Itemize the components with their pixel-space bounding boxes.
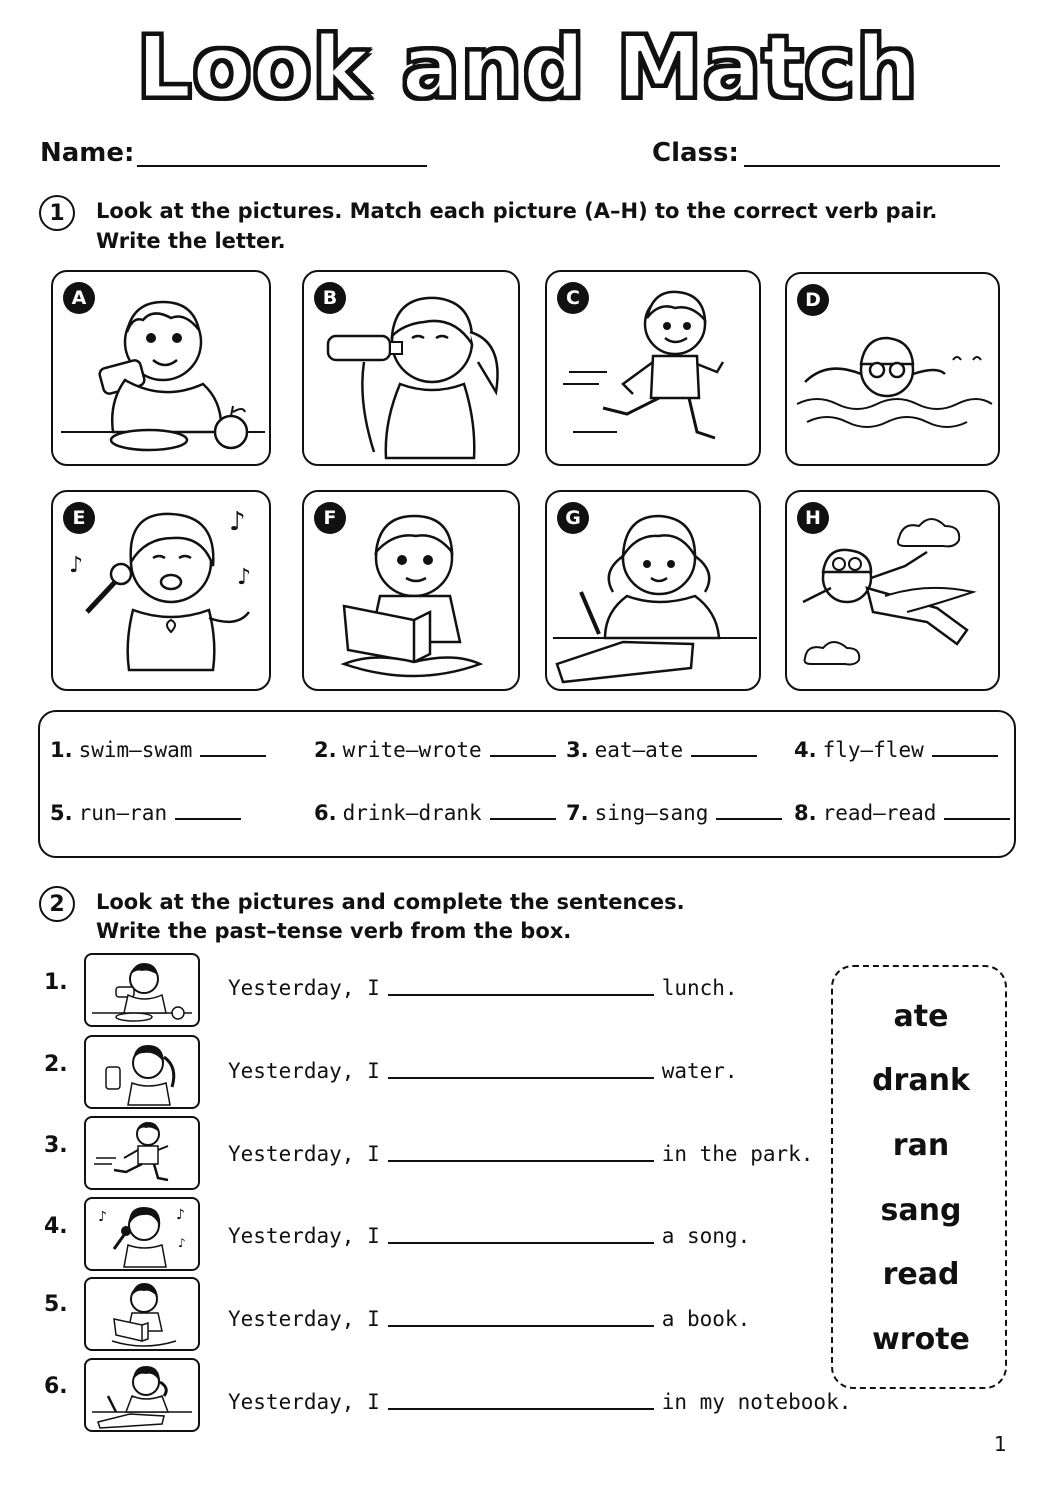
sentence-number: 6.	[44, 1374, 68, 1399]
worksheet-title: Look and Match	[136, 18, 919, 118]
picture-letter-badge: H	[797, 502, 829, 534]
answer-line[interactable]	[388, 994, 654, 996]
picture-card-g	[545, 490, 761, 691]
picture-letter-badge: D	[797, 284, 829, 316]
sentence-thumbnail	[84, 1197, 200, 1271]
pair-number: 6.	[314, 801, 337, 825]
answer-line[interactable]	[388, 1325, 654, 1327]
picture-card-b	[302, 270, 520, 466]
verb-pair-5	[50, 801, 241, 825]
sentence-1	[228, 976, 738, 1000]
verb-pair-2	[314, 738, 556, 762]
word-bank-item: wrote	[872, 1322, 970, 1357]
sentence-number: 2.	[44, 1052, 68, 1077]
sentence-number: 4.	[44, 1214, 68, 1239]
picture-card-c	[545, 270, 761, 466]
boy-running-icon	[86, 1118, 198, 1188]
sentence-thumbnail	[84, 1035, 200, 1109]
answer-blank[interactable]	[932, 755, 998, 757]
pair-text: swim–swam	[78, 738, 193, 762]
verb-pair-8	[794, 801, 1010, 825]
verb-pair-7	[566, 801, 782, 825]
word-bank-item: read	[882, 1257, 960, 1292]
word-bank-box	[831, 965, 1007, 1389]
picture-card-e	[51, 490, 271, 691]
pair-text: read–read	[822, 801, 937, 825]
answer-blank[interactable]	[200, 755, 266, 757]
answer-line[interactable]	[388, 1160, 654, 1162]
pair-text: write–wrote	[342, 738, 482, 762]
sentence-start: Yesterday, I	[228, 1224, 380, 1248]
pair-text: sing–sang	[594, 801, 709, 825]
section-2-instruction-line1: Look at the pictures and complete the sentences.	[96, 890, 685, 914]
name-label: Name:	[40, 138, 135, 168]
picture-letter-badge: B	[314, 282, 346, 314]
picture-card-a	[51, 270, 271, 466]
svg-text:♪: ♪	[69, 553, 84, 578]
section-1-instruction-line2: Write the letter.	[96, 229, 286, 253]
boy-eating-sandwich-icon	[86, 955, 198, 1025]
sentence-end: a song.	[661, 1224, 751, 1248]
pair-number: 1.	[50, 738, 73, 762]
sentence-6	[228, 1390, 851, 1414]
sentence-number: 1.	[44, 970, 68, 995]
sentence-start: Yesterday, I	[228, 1307, 380, 1331]
picture-card-h	[785, 490, 1000, 691]
section-2-instruction-line2: Write the past–tense verb from the box.	[96, 919, 572, 943]
sentence-start: Yesterday, I	[228, 976, 380, 1000]
class-label: Class:	[652, 138, 739, 168]
pair-text: drink–drank	[342, 801, 482, 825]
answer-blank[interactable]	[490, 755, 556, 757]
picture-letter-badge: F	[314, 502, 346, 534]
sentence-start: Yesterday, I	[228, 1142, 380, 1166]
word-bank-item: drank	[872, 1063, 970, 1098]
svg-text:♪: ♪	[98, 1209, 107, 1225]
verb-pair-1	[50, 738, 266, 762]
sentence-start: Yesterday, I	[228, 1390, 380, 1414]
sentence-thumbnail	[84, 1116, 200, 1190]
sentence-number: 5.	[44, 1292, 68, 1317]
picture-card-f	[302, 490, 520, 691]
girl-singing-icon	[86, 1199, 198, 1269]
sentence-end: lunch.	[661, 976, 738, 1000]
verb-pair-box	[38, 710, 1016, 858]
picture-letter-badge: E	[63, 502, 95, 534]
picture-letter-badge: A	[63, 282, 95, 314]
section-1-number: 1	[39, 195, 75, 231]
sentence-thumbnail	[84, 1277, 200, 1351]
pair-text: eat–ate	[594, 738, 684, 762]
verb-pair-4	[794, 738, 998, 762]
pair-number: 3.	[566, 738, 589, 762]
page-number: 1	[994, 1432, 1007, 1456]
pair-number: 2.	[314, 738, 337, 762]
sentence-end: in the park.	[661, 1142, 814, 1166]
sentence-number: 3.	[44, 1133, 68, 1158]
pair-number: 5.	[50, 801, 73, 825]
section-2-number: 2	[39, 886, 75, 922]
svg-text:♪: ♪	[229, 507, 246, 537]
sentence-5	[228, 1307, 750, 1331]
verb-pair-6	[314, 801, 556, 825]
answer-line[interactable]	[388, 1077, 654, 1079]
word-bank-item: ate	[893, 999, 949, 1034]
svg-text:♪: ♪	[176, 1207, 185, 1223]
sentence-end: in my notebook.	[661, 1390, 852, 1414]
sentence-end: a book.	[661, 1307, 751, 1331]
answer-line[interactable]	[388, 1242, 654, 1244]
sentence-4	[228, 1224, 750, 1248]
word-bank-item: ran	[892, 1128, 950, 1163]
pair-number: 8.	[794, 801, 817, 825]
sentence-2	[228, 1059, 738, 1083]
sentence-end: water.	[661, 1059, 738, 1083]
sentence-thumbnail	[84, 1358, 200, 1432]
girl-drinking-water-icon	[86, 1037, 198, 1107]
picture-card-d	[785, 272, 1000, 466]
section-1-instruction-line1: Look at the pictures. Match each picture (A–H) to the correct verb pair.	[96, 199, 938, 223]
pair-text: fly–flew	[822, 738, 924, 762]
class-field[interactable]	[744, 165, 1000, 167]
pair-number: 4.	[794, 738, 817, 762]
answer-blank[interactable]	[691, 755, 757, 757]
svg-text:♪: ♪	[237, 565, 252, 590]
picture-letter-badge: C	[557, 282, 589, 314]
svg-text:♪: ♪	[178, 1236, 186, 1250]
picture-letter-badge: G	[557, 502, 589, 534]
name-field[interactable]	[137, 165, 427, 167]
pair-number: 7.	[566, 801, 589, 825]
word-bank-item: sang	[880, 1193, 962, 1228]
girl-writing-icon	[86, 1360, 198, 1430]
verb-pair-3	[566, 738, 757, 762]
answer-blank[interactable]	[944, 818, 1010, 820]
pair-text: run–ran	[78, 801, 168, 825]
answer-line[interactable]	[388, 1408, 654, 1410]
answer-blank[interactable]	[175, 818, 241, 820]
boy-reading-book-icon	[86, 1279, 198, 1349]
answer-blank[interactable]	[490, 818, 556, 820]
sentence-thumbnail	[84, 953, 200, 1027]
sentence-start: Yesterday, I	[228, 1059, 380, 1083]
sentence-3	[228, 1142, 813, 1166]
answer-blank[interactable]	[716, 818, 782, 820]
